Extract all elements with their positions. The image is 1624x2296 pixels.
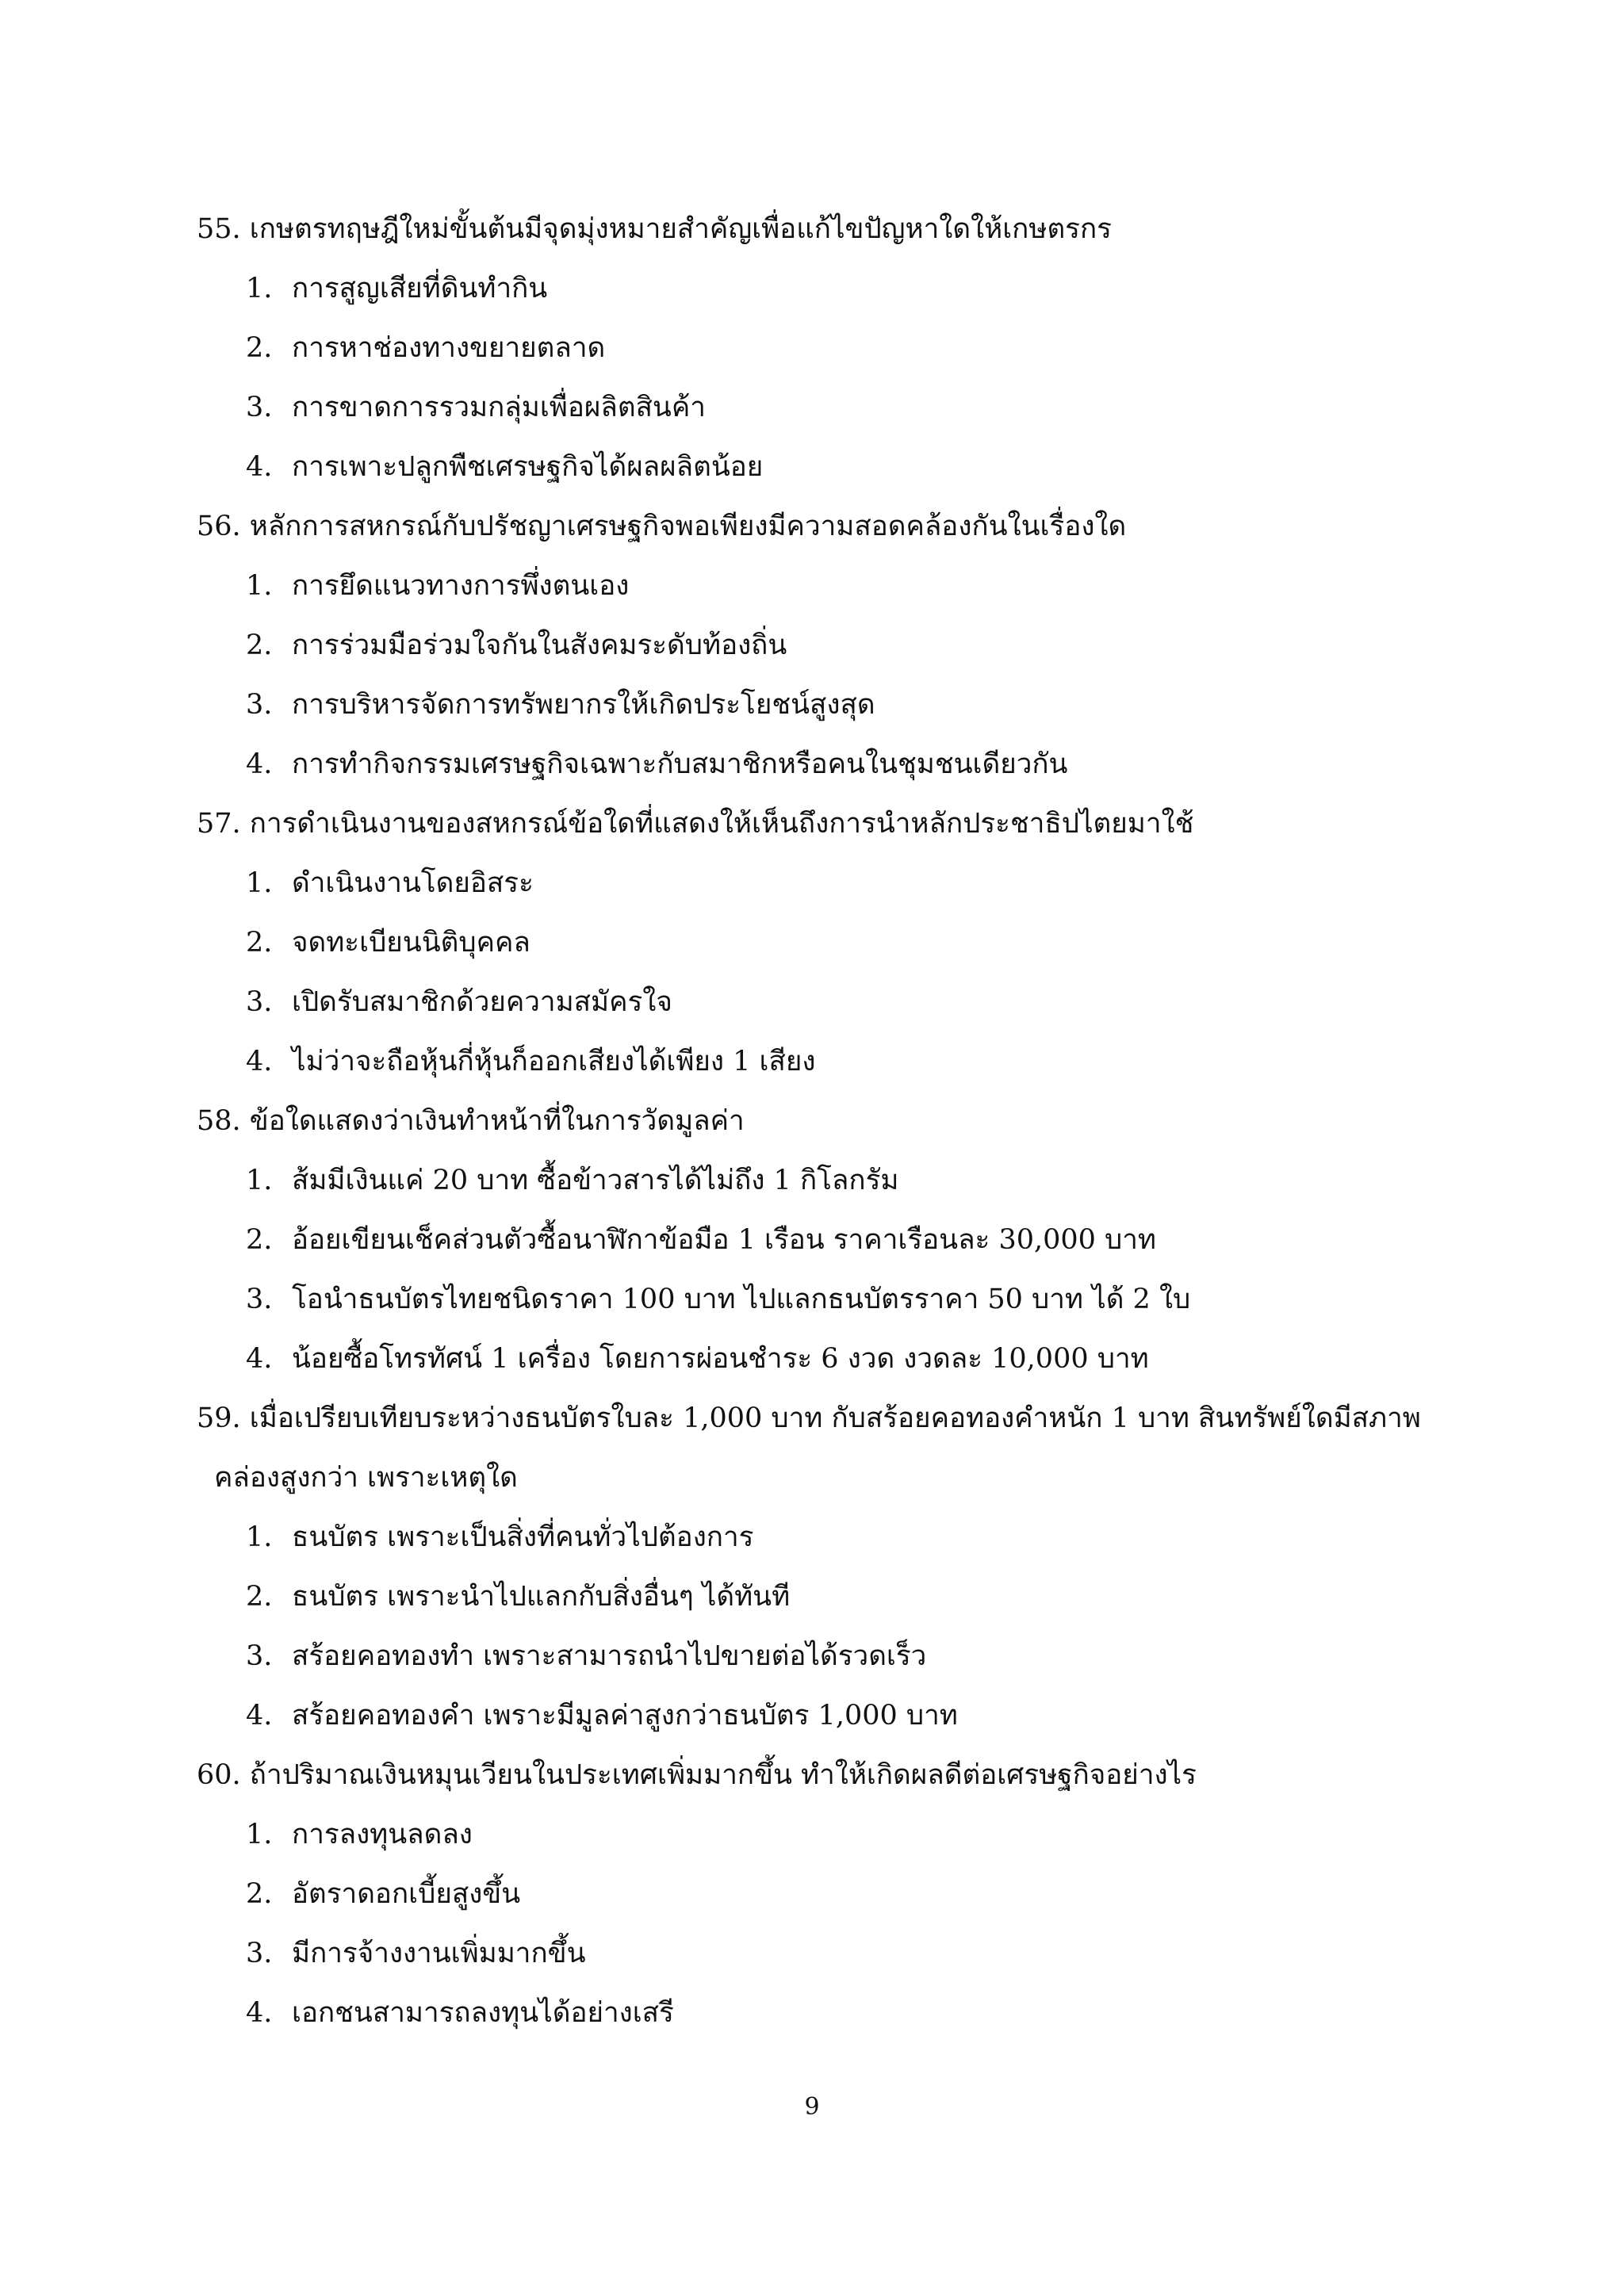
choice-text: จดทะเบียนนิติบุคคล (292, 927, 530, 959)
choice-number: 1. (246, 273, 273, 304)
choice-number: 2. (246, 927, 273, 959)
choice-number: 4. (246, 1046, 273, 1077)
question-list (197, 200, 1434, 2043)
choice-number: 3. (246, 986, 273, 1018)
answer-choice (197, 913, 1434, 973)
choice-number: 3. (246, 1938, 273, 1969)
choice-text: การขาดการรวมกลุ่มเพื่อผลิตสินค้า (292, 392, 706, 423)
choice-text: ดำเนินงานโดยอิสระ (292, 867, 534, 899)
answer-choice (197, 1865, 1434, 1924)
answer-choice (197, 1627, 1434, 1686)
answer-choice (197, 1567, 1434, 1627)
choice-number: 3. (246, 392, 273, 423)
answer-choice (197, 1805, 1434, 1865)
question-text: 58. ข้อใดแสดงว่าเงินทำหน้าที่ในการวัดมูลค่า (197, 1105, 745, 1137)
choice-text: การยึดแนวทางการพึ่งตนเอง (292, 570, 630, 602)
question-item (197, 1389, 1434, 1746)
choice-number: 4. (246, 451, 273, 483)
question-text: 55. เกษตรทฤษฎีใหม่ขั้นต้นมีจุดมุ่งหมายสำคัญเพื่อแก้ไขปัญหาใดให้เกษตรกร (197, 213, 1112, 245)
choice-number: 1. (246, 1819, 273, 1850)
choice-number: 4. (246, 1700, 273, 1732)
choice-number: 2. (246, 1224, 273, 1256)
choice-text: ธนบัตร เพราะเป็นสิ่งที่คนทั่วไปต้องการ (292, 1521, 754, 1553)
choice-number: 4. (246, 748, 273, 780)
question-text: 59. เมื่อเปรียบเทียบระหว่างธนบัตรใบละ 1,000 บาท กับสร้อยคอทองคำหนัก 1 บาท สินทรัพย์ใดมีสภาพ (197, 1402, 1421, 1434)
answer-choice (197, 319, 1434, 378)
choice-number: 3. (246, 1284, 273, 1315)
answer-choice (197, 973, 1434, 1032)
answer-choice (197, 378, 1434, 438)
choice-text: มีการจ้างงานเพิ่มมากขึ้น (292, 1938, 586, 1969)
choice-text: การเพาะปลูกพืชเศรษฐกิจได้ผลผลิตน้อย (292, 451, 764, 483)
answer-choice (197, 854, 1434, 913)
answer-choice (197, 1686, 1434, 1746)
choice-text: น้อยซื้อโทรทัศน์ 1 เครื่อง โดยการผ่อนชำระ 6 งวด งวดละ 10,000 บาท (292, 1343, 1149, 1375)
answer-choice (197, 1151, 1434, 1211)
choice-text: ไม่ว่าจะถือหุ้นกี่หุ้นก็ออกเสียงได้เพียง 1 เสียง (292, 1046, 816, 1077)
answer-choice (197, 735, 1434, 794)
choice-number: 3. (246, 1640, 273, 1672)
question-item (197, 497, 1434, 794)
choice-text: ธนบัตร เพราะนำไปแลกกับสิ่งอื่นๆ ได้ทันที (292, 1581, 791, 1613)
answer-choice (197, 1270, 1434, 1330)
choice-text: สร้อยคอทองคำ เพราะมีมูลค่าสูงกว่าธนบัตร 1,000 บาท (292, 1700, 958, 1732)
choice-text: สร้อยคอทองทำ เพราะสามารถนำไปขายต่อได้รวดเร็ว (292, 1640, 927, 1672)
question-text: 57. การดำเนินงานของสหกรณ์ข้อใดที่แสดงให้เห็นถึงการนำหลักประชาธิปไตยมาใช้ (197, 808, 1194, 840)
answer-choice (197, 616, 1434, 675)
answer-choice (197, 1924, 1434, 1984)
question-item (197, 1092, 1434, 1389)
answer-choice (197, 1508, 1434, 1567)
choice-number: 1. (246, 1521, 273, 1553)
question-text: 56. หลักการสหกรณ์กับปรัชญาเศรษฐกิจพอเพียงมีความสอดคล้องกันในเรื่องใด (197, 511, 1127, 542)
choice-text: การหาช่องทางขยายตลาด (292, 332, 606, 364)
choice-text: การสูญเสียที่ดินทำกิน (292, 273, 548, 304)
choice-number: 1. (246, 867, 273, 899)
answer-choice (197, 259, 1434, 319)
choice-number: 2. (246, 629, 273, 661)
choice-text: การร่วมมือร่วมใจกันในสังคมระดับท้องถิ่น (292, 629, 787, 661)
answer-choice (197, 1211, 1434, 1270)
question-item (197, 1746, 1434, 2043)
choice-number: 2. (246, 1878, 273, 1910)
choice-text: การทำกิจกรรมเศรษฐกิจเฉพาะกับสมาชิกหรือคนในชุมชนเดียวกัน (292, 748, 1068, 780)
question-item (197, 794, 1434, 1092)
choice-number: 2. (246, 1581, 273, 1613)
question-text-continuation: คล่องสูงกว่า เพราะเหตุใด (214, 1462, 518, 1494)
choice-number: 4. (246, 1997, 273, 2029)
answer-choice (197, 1032, 1434, 1092)
answer-choice (197, 1984, 1434, 2043)
answer-choice (197, 438, 1434, 497)
choice-text: เปิดรับสมาชิกด้วยความสมัครใจ (292, 986, 672, 1018)
question-text: 60. ถ้าปริมาณเงินหมุนเวียนในประเทศเพิ่มมากขึ้น ทำให้เกิดผลดีต่อเศรษฐกิจอย่างไร (197, 1759, 1197, 1791)
choice-text: การบริหารจัดการทรัพยากรให้เกิดประโยชน์สูงสุด (292, 689, 875, 721)
page-number: 9 (804, 2093, 820, 2121)
choice-text: อัตราดอกเบี้ยสูงขึ้น (292, 1878, 521, 1910)
choice-text: ส้มมีเงินแค่ 20 บาท ซื้อข้าวสารได้ไม่ถึง 1 กิโลกรัม (292, 1165, 899, 1196)
choice-number: 3. (246, 689, 273, 721)
choice-number: 1. (246, 1165, 273, 1196)
answer-choice (197, 675, 1434, 735)
choice-text: อ้อยเขียนเช็คส่วนตัวซื้อนาฬิกาข้อมือ 1 เรือน ราคาเรือนละ 30,000 บาท (292, 1224, 1156, 1256)
choice-text: เอกชนสามารถลงทุนได้อย่างเสรี (292, 1997, 674, 2029)
choice-number: 2. (246, 332, 273, 364)
answer-choice (197, 557, 1434, 616)
choice-number: 1. (246, 570, 273, 602)
choice-text: โอนำธนบัตรไทยชนิดราคา 100 บาท ไปแลกธนบัตรราคา 50 บาท ได้ 2 ใบ (292, 1284, 1191, 1315)
choice-text: การลงทุนลดลง (292, 1819, 473, 1850)
answer-choice (197, 1330, 1434, 1389)
choice-number: 4. (246, 1343, 273, 1375)
question-item (197, 200, 1434, 497)
